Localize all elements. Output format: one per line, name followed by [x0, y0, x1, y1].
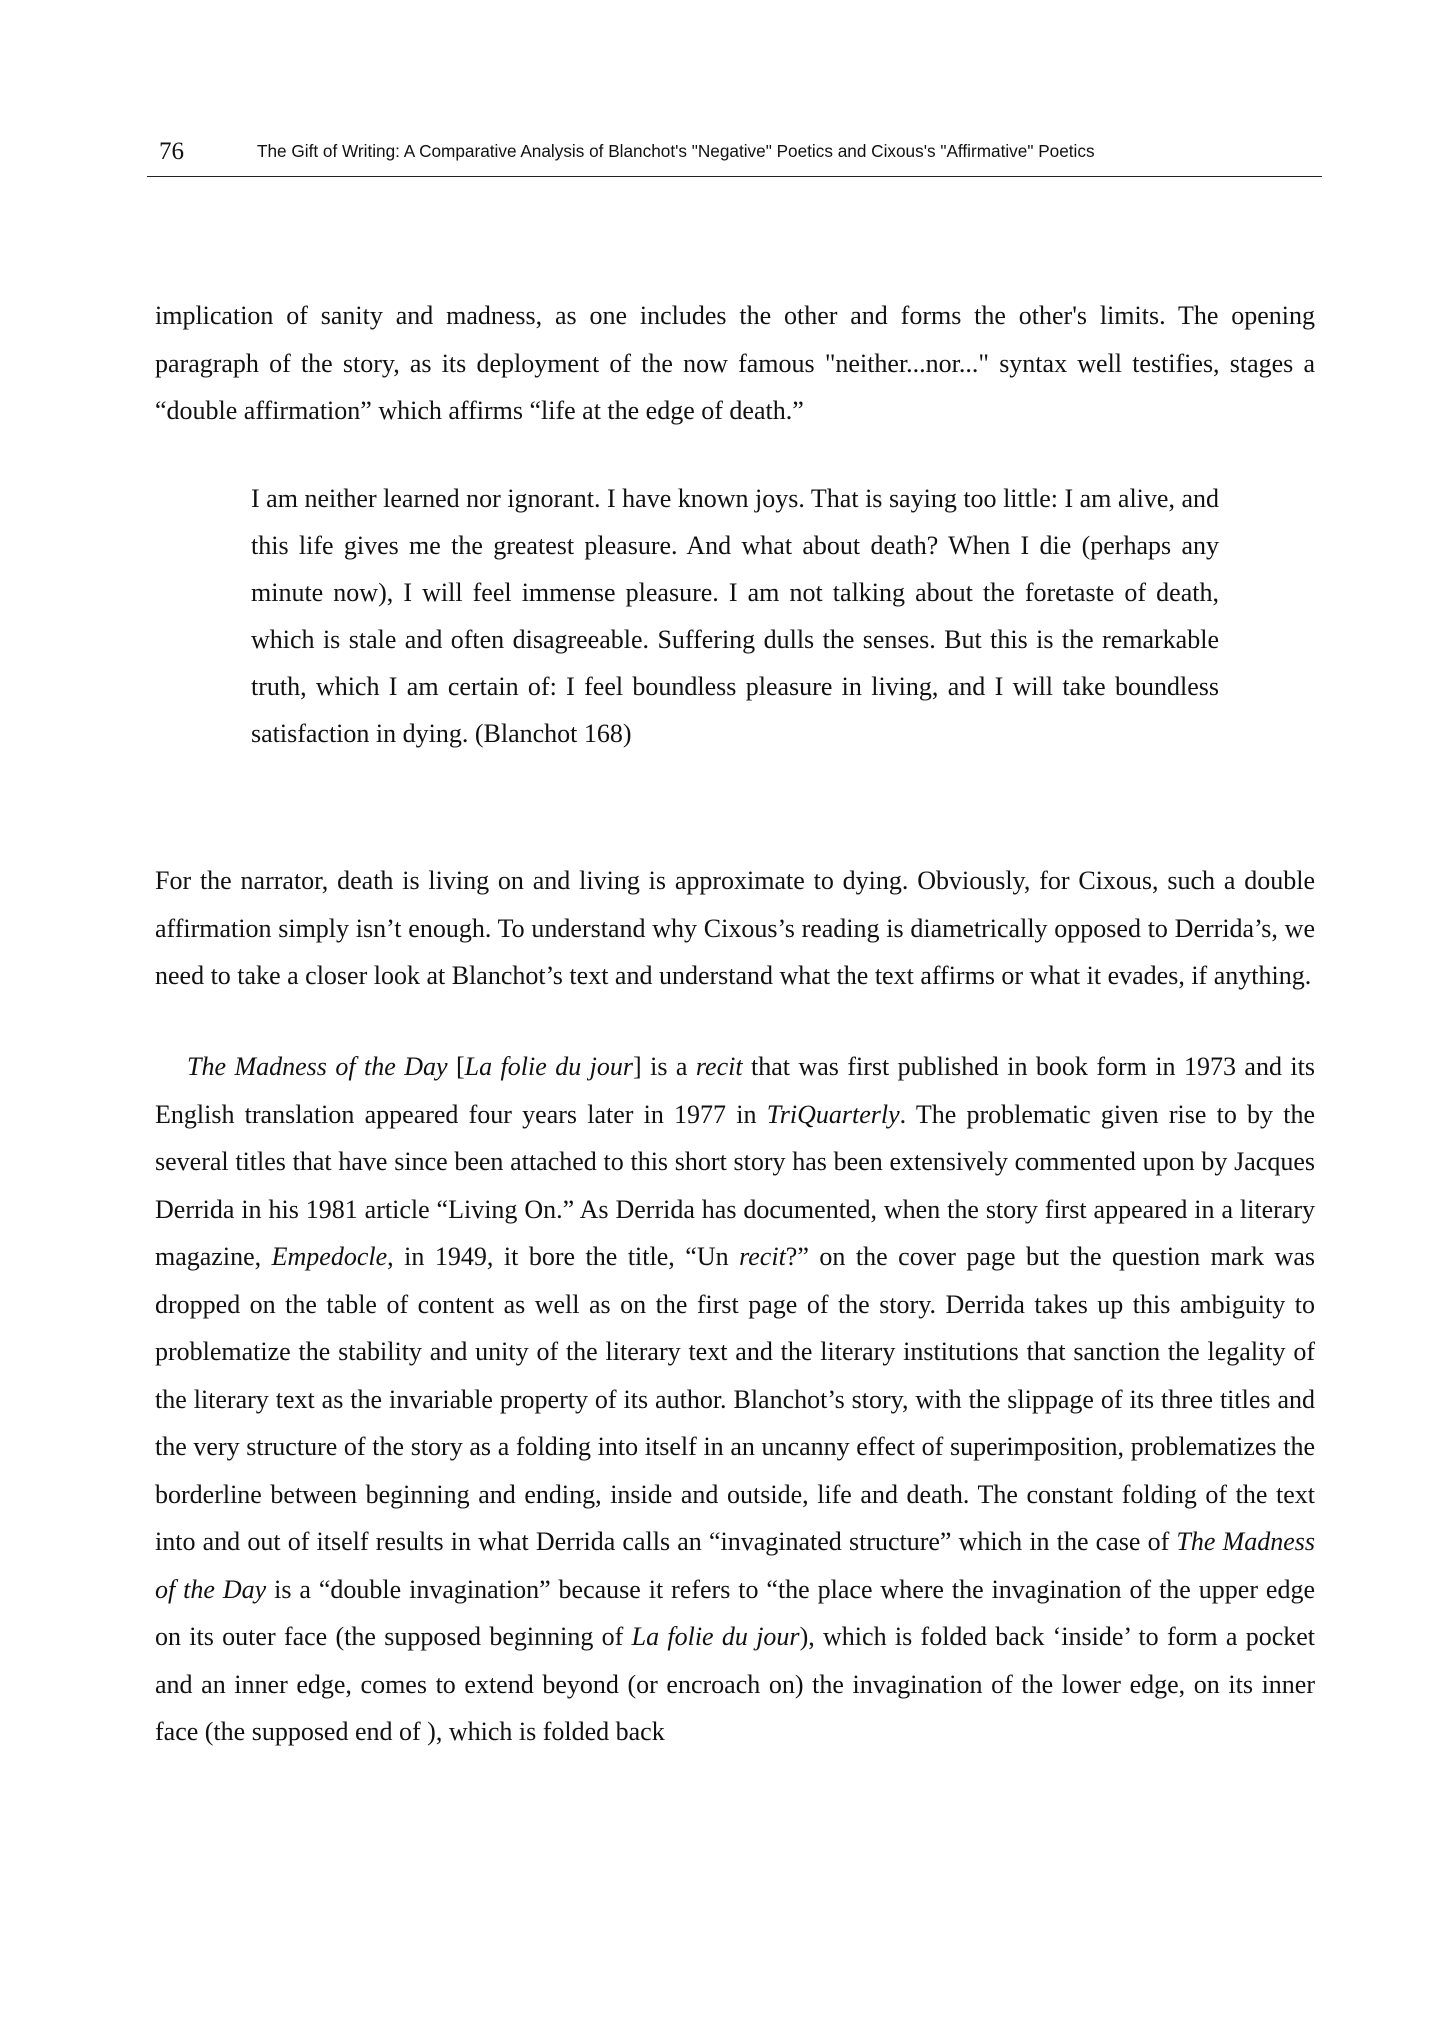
text-span: ?” on the cover page but the question mark was dropped on the table of content as well as on the first page of the story. Derrida takes up this ambiguity to problematize the stability and unity of the literary text and the literary institutions that sanction the legality of the literary text as the invariable property of its author. Blanchot’s story, with the slippage of its three titles and the very structure of the story as a folding into itself in an uncanny effect of superimposition, problematizes the borderline between beginning and ending, inside and outside, life and death. The constant folding of the text into and out of itself results in what Derrida calls an “invaginated structure” which in the case of — [155, 1242, 1315, 1556]
italic-title: La folie du jour — [631, 1622, 800, 1651]
running-title: The Gift of Writing: A Comparative Analysis of Blanchot's "Negative" Poetics and Cixous's "Affirmative" Poetics — [257, 141, 1095, 161]
text-span: is a “double invagination” because it refers to “the place where the invagination of the upper edge on its outer face (the supposed beginning of — [155, 1574, 1315, 1651]
italic-title: TriQuarterly — [766, 1099, 900, 1129]
text-span: ] is a — [633, 1052, 696, 1081]
paragraph-intro: implication of sanity and madness, as one includes the other and forms the other's limits. The opening paragraph of the story, as its deployment of the now famous "neither...nor..." syntax well testifies, stages a “double affirmation” which affirms “life at the edge of death.” — [155, 301, 1315, 425]
paragraph-madness-of-the-day — [155, 1043, 1315, 1756]
page-number: 76 — [159, 138, 184, 165]
italic-title: The Madness of the Day — [155, 1527, 1315, 1604]
text-span: , in 1949, it bore the title, “Un — [387, 1242, 740, 1271]
text-span: [ — [447, 1052, 465, 1081]
paragraph-narrator: For the narrator, death is living on and living is approximate to dying. Obviously, for Cixous, such a double affirmation simply isn’t enough. To understand why Cixous’s reading is diametrically opposed to Derrida’s, we need to take a closer look at Blanchot’s text and understand what the text affirms or what it evades, if anything. — [155, 866, 1315, 990]
italic-term: recit — [739, 1242, 786, 1271]
italic-title: La folie du jour — [464, 1052, 633, 1081]
italic-term: recit — [695, 1052, 743, 1081]
italic-title: Empedocle — [271, 1242, 388, 1271]
block-quote: I am neither learned nor ignorant. I have known joys. That is saying too little: I am alive, and this life gives me the greatest pleasure. And what about death? When I die (perhaps any minute now), I will feel immense pleasure. I am not talking about the foretaste of death, which is stale and often disagreeable. Suffering dulls the senses. But this is the remarkable truth, which I am certain of: I feel boundless pleasure in living, and I will take boundless satisfaction in dying. (Blanchot 168) — [251, 484, 1219, 748]
text-span: ), which is folded back ‘inside’ to form a pocket and an inner edge, comes to extend beyond (or encroach on) the invagination of the lower edge, on its inner face (the supposed end of ), which is folded back — [155, 1622, 1316, 1746]
italic-title: The Madness of the Day — [187, 1052, 448, 1081]
text-span: that was first published in book form in 1973 and its English translation appeared four years later in 1977 in — [155, 1052, 1315, 1129]
page-header — [147, 136, 1322, 177]
text-span: . The problematic given rise to by the several titles that have since been attached to this short story has been extensively commented upon by Jacques Derrida in his 1981 article “Living On.” As Derrida has documented, when the story first appeared in a literary magazine, — [155, 1099, 1315, 1271]
